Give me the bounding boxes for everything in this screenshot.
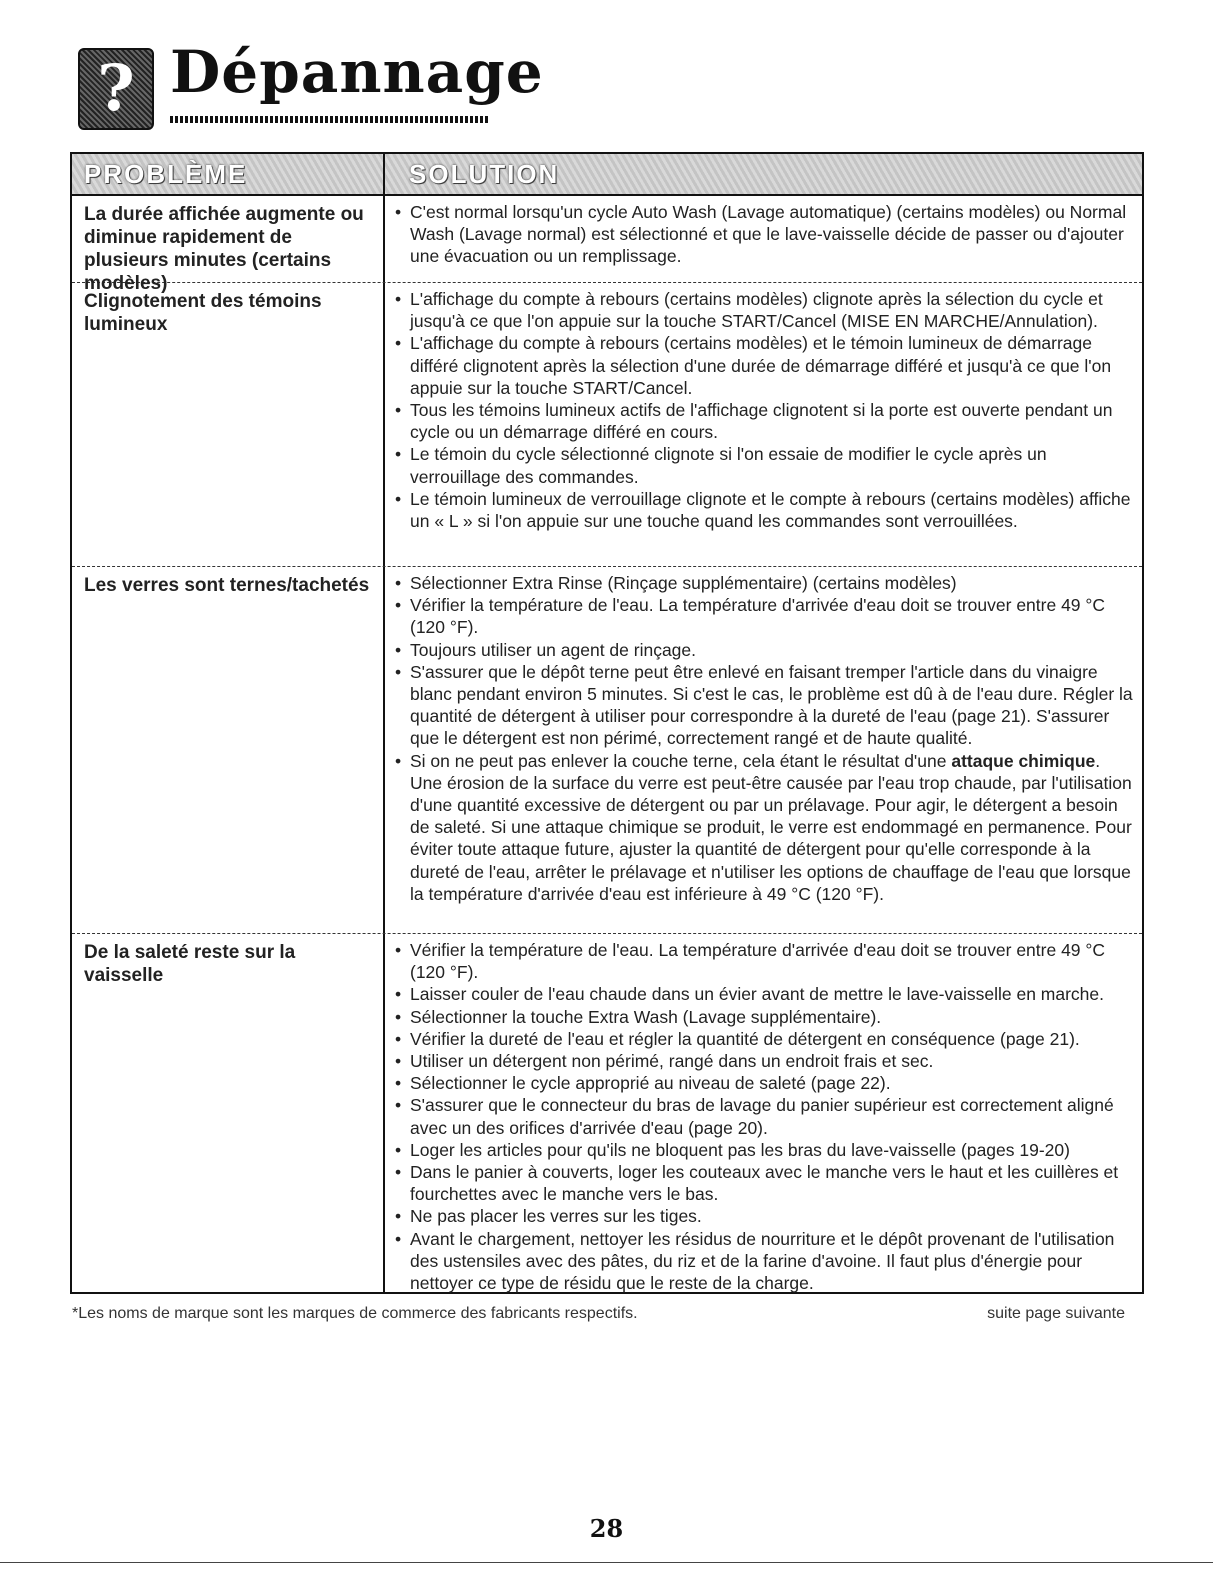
solution-item: • Utiliser un détergent non périmé, rangé dans un endroit frais et sec. [395,1050,1134,1072]
table-row [72,567,1142,934]
solution-item: • L'affichage du compte à rebours (certains modèles) clignote après la sélection du cycle et jusqu'à ce que l'on appuie sur la touche START/Cancel (MISE EN MARCHE/Annulation). [395,288,1134,332]
solution-item: • S'assurer que le dépôt terne peut être enlevé en faisant tremper l'article dans du vinaigre blanc pendant environ 5 minutes. Si c'est le cas, le problème est dû à de l'eau dure. Régler la quantité de détergent à utiliser pour correspondre à la dureté de l'eau (page 21). S'assurer que le détergent est non périmé, correctement rangé et de haute qualité. [395,661,1134,750]
table-row [72,934,1142,1294]
problem-cell: De la saleté reste sur la vaisselle [72,934,385,1294]
solution-item: • Sélectionner la touche Extra Wash (Lavage supplémentaire). [395,1006,1134,1028]
solution-item: • L'affichage du compte à rebours (certains modèles) et le témoin lumineux de démarrage différé clignotent après la sélection d'une durée de démarrage différé et jusqu'à ce que l'on appuie sur la touche START/Cancel. [395,332,1134,399]
solution-item: • C'est normal lorsqu'un cycle Auto Wash (Lavage automatique) (certains modèles) ou Normal Wash (Lavage normal) est sélectionné et que le lave-vaisselle décide de passer ou d'ajouter une évacuation ou un remplissage. [395,201,1134,268]
solution-emphasis: attaque chimique [951,750,1096,771]
solution-item: • Vérifier la température de l'eau. La température d'arrivée d'eau doit se trouver entre 49 °C (120 °F). [395,939,1134,983]
solution-item: • Ne pas placer les verres sur les tiges. [395,1205,1134,1227]
solution-item: • Loger les articles pour qu'ils ne bloquent pas les bras du lave-vaisselle (pages 19-20) [395,1139,1134,1161]
solution-cell [385,934,1142,1294]
solution-item: • S'assurer que le connecteur du bras de lavage du panier supérieur est correctement aligné avec un des orifices d'arrivée d'eau (page 20). [395,1094,1134,1138]
problem-cell: La durée affichée augmente ou diminue rapidement de plusieurs minutes (certains modèles) [72,196,385,282]
solution-item: • Le témoin du cycle sélectionné clignote si l'on essaie de modifier le cycle après un verrouillage des commandes. [395,443,1134,487]
column-header-problem: PROBLÈME [72,154,385,194]
table-header [72,154,1142,196]
table-row [72,196,1142,294]
solution-item: • Avant le chargement, nettoyer les résidus de nourriture et le dépôt provenant de l'utilisation des ustensiles avec des pâtes, du riz et de la farine d'avoine. Il faut plus d'énergie pour nettoyer ce type de résidu que le reste de la charge. [395,1228,1134,1295]
solution-item: • Sélectionner le cycle approprié au niveau de saleté (page 22). [395,1072,1134,1094]
solution-item: • Tous les témoins lumineux actifs de l'affichage clignotent si la porte est ouverte pendant un cycle ou un démarrage différé en cours. [395,399,1134,443]
solution-item: • Vérifier la dureté de l'eau et régler la quantité de détergent en conséquence (page 21). [395,1028,1134,1050]
page-number: 28 [589,1514,624,1543]
troubleshooting-table [70,152,1144,1294]
solution-item: • Vérifier la température de l'eau. La température d'arrivée d'eau doit se trouver entre 49 °C (120 °F). [395,594,1134,638]
solution-text: . Une érosion de la surface du verre est peut-être causée par l'eau trop chaude, par l'utilisation d'une quantité excessive de détergent ou par un prélavage. Pour agir, le détergent a besoin de saleté. Si une attaque chimique se produit, le verre est endommagé en permanence. Pour éviter toute attaque future, ajuster la quantité de détergent pour qu'elle corresponde à la dureté de l'eau, arrêter le prélavage et n'utiliser les options de chauffage de l'eau que lorsque la température d'arrivée d'eau est inférieure à 49 °C (120 °F). [410,750,1132,904]
problem-cell: Clignotement des témoins lumineux [72,283,385,566]
column-header-solution: SOLUTION [409,159,560,189]
page-header [78,38,544,130]
title-underline [170,116,490,123]
solution-cell [385,283,1142,566]
solution-item: • Le témoin lumineux de verrouillage clignote et le compte à rebours (certains modèles) affiche un « L » si l'on appuie sur une touche quand les commandes sont verrouillées. [395,488,1134,532]
solution-cell [385,196,1142,282]
page-title: Dépannage [170,38,544,106]
continued-note: suite page suivante [987,1305,1125,1322]
problem-cell: Les verres sont ternes/tachetés [72,567,385,933]
bottom-rule [0,1562,1213,1563]
solution-item: • Sélectionner Extra Rinse (Rinçage supplémentaire) (certains modèles) [395,572,1134,594]
table-row [72,283,1142,567]
footnote: *Les noms de marque sont les marques de commerce des fabricants respectifs. [72,1305,638,1322]
solution-item: • Laisser couler de l'eau chaude dans un évier avant de mettre le lave-vaisselle en marche. [395,983,1134,1005]
solution-text: Si on ne peut pas enlever la couche terne, cela étant le résultat d'une [410,750,952,771]
solution-item: • Dans le panier à couverts, loger les couteaux avec le manche vers le haut et les cuillères et fourchettes avec le manche vers le bas. [395,1161,1134,1205]
solution-item: • Toujours utiliser un agent de rinçage. [395,639,1134,661]
solution-item [395,750,1134,905]
question-mark-icon: ? [78,48,154,130]
solution-cell [385,567,1142,933]
